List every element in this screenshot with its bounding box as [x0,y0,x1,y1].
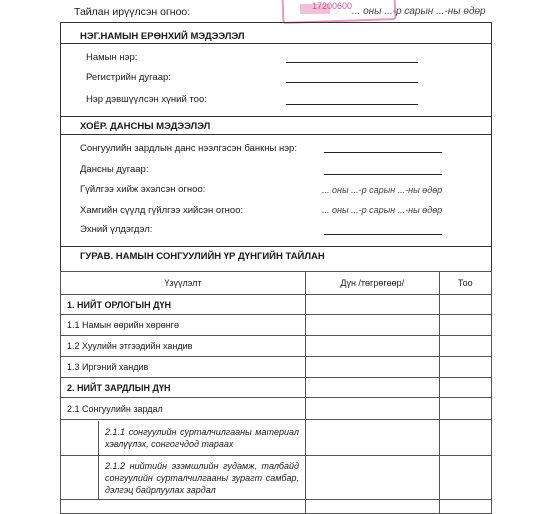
table-row [61,378,492,398]
opening-balance-label: Эхний үлдэгдэл: [80,224,153,235]
sub-indent-line [98,421,99,500]
section3-title: ГУРАВ. НАМЫН СОНГУУЛИЙН ҮР ДҮНГИЙН ТАЙЛАН [80,251,325,262]
bank-name-label: Сонгуулийн зардлын данс нээлгэсэн банкны нэр: [80,143,297,154]
table-row [61,420,492,456]
stamp-number: 17200600 [312,1,353,11]
col-amount: Дүн /төгрөгөөр/ [305,272,439,295]
report-date-placeholder: ... оны ...-р сарын ...-ны өдөр [352,6,486,17]
count-cell[interactable] [439,420,491,456]
amount-cell[interactable] [305,456,439,500]
amount-cell[interactable] [305,357,439,378]
bank-name-field[interactable] [324,152,442,153]
results-table [60,271,492,514]
divider [60,134,492,135]
table-row [61,500,492,514]
last-transaction-label: Хамгийн сүүлд гүйлгээ хийсэн огноо: [80,205,244,216]
count-cell[interactable] [439,357,491,378]
divider [60,43,492,44]
count-cell[interactable] [439,336,491,357]
party-name-field[interactable] [286,62,418,63]
party-name-label: Намын нэр: [86,52,138,63]
total-expense-label: 2. НИЙТ ЗАРДЛЫН ДҮН [61,378,306,398]
col-count: Тоо [439,272,491,295]
table-row [61,398,492,420]
amount-cell[interactable] [305,420,439,456]
amount-cell[interactable] [305,398,439,420]
account-number-label: Дансны дугаар: [80,164,149,175]
table-header-row [61,272,492,295]
table-row [61,336,492,357]
divider [60,246,492,247]
table-row [61,357,492,378]
candidates-count-field[interactable] [286,104,418,105]
table-row [61,315,492,336]
count-cell[interactable] [439,500,491,514]
registration-number-field[interactable] [286,82,418,83]
opening-balance-field[interactable] [324,234,442,235]
table-row [61,456,492,500]
billboard-expense-label: 2.1.2 нийтийн эзэмшлийн гудамж, талбайд сонгуулийн сурталчилгааны зурагт самбар, дэлгэц байрлуулах зардал [61,456,306,500]
registration-number-label: Регистрийн дугаар: [86,72,171,83]
count-cell[interactable] [439,315,491,336]
section1-title: НЭГ.НАМЫН ЕРӨНХИЙ МЭДЭЭЛЭЛ [80,31,245,42]
amount-cell[interactable] [305,315,439,336]
amount-cell[interactable] [305,378,439,398]
account-number-field[interactable] [324,174,442,175]
col-indicator: Үзүүлэлт [61,272,306,295]
table-row [61,295,492,315]
count-cell[interactable] [439,295,491,315]
transaction-start-label: Гүйлгээ хийж эхэлсэн огноо: [80,184,206,195]
amount-cell[interactable] [305,336,439,357]
next-row-cell [61,500,306,514]
own-assets-label: 1.1 Намын өөрийн хөрөнгө [61,315,306,336]
divider [60,116,492,117]
candidates-count-label: Нэр дэвшүүлсэн хүний тоо: [86,94,207,105]
report-date-label: Тайлан ирүүлсэн огноо: [74,6,191,18]
amount-cell[interactable] [305,295,439,315]
count-cell[interactable] [439,456,491,500]
transaction-start-date[interactable]: ... оны ...-р сарын ...-ны өдөр [322,185,443,195]
last-transaction-date[interactable]: ... оны ...-р сарын ...-ны өдөр [322,205,443,215]
total-income-label: 1. НИЙТ ОРЛОГЫН ДҮН [61,295,306,315]
printed-materials-label: 2.1.1 сонгуулийн сурталчилгааны материал хэвлүүлэх, сонгогчдод тараах [61,420,306,456]
election-expense-label: 2.1 Сонгуулийн зардал [61,398,306,420]
citizen-donation-label: 1.3 Иргэний хандив [61,357,306,378]
count-cell[interactable] [439,398,491,420]
amount-cell[interactable] [305,500,439,514]
count-cell[interactable] [439,378,491,398]
legal-entity-donation-label: 1.2 Хуулийн этгээдийн хандив [61,336,306,357]
section2-title: ХОЁР. ДАНСНЫ МЭДЭЭЛЭЛ [80,121,211,132]
